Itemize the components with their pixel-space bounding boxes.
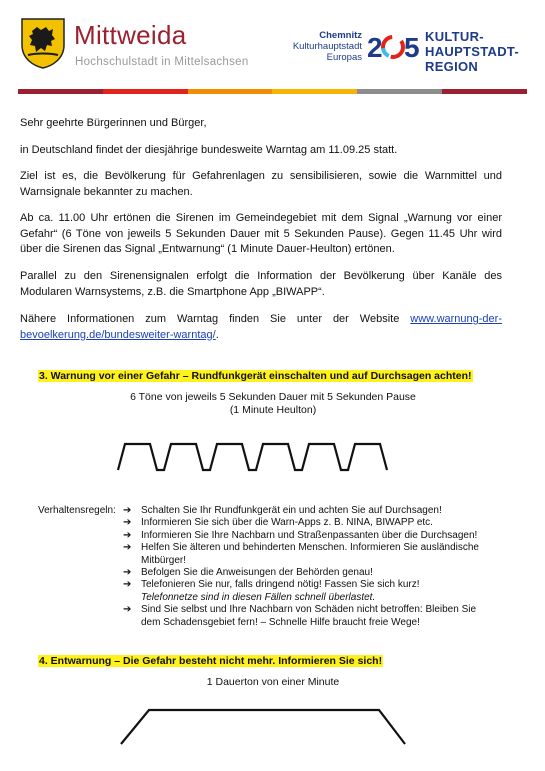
stripe-segment — [188, 89, 273, 94]
arrow-icon: ➔ — [123, 604, 132, 616]
salutation: Sehr geehrte Bürgerinnen und Bürger, — [20, 117, 207, 129]
paragraph-date: in Deutschland findet der diesjährige bundesweite Warntag am 11.09.25 statt. — [20, 144, 398, 156]
rules-label: Verhaltensregeln: — [38, 505, 116, 516]
arrow-icon: ➔ — [123, 542, 132, 554]
rule-text: Informieren Sie sich über die Warn-Apps z. B. NINA, BIWAPP etc. — [141, 517, 433, 529]
rule-text: Sind Sie selbst und Ihre Nachbarn von Schäden nicht betroffen: Bleiben Sie dem Schadensgebiet fern! – Schnelle Hilfe braucht freie Wege! — [141, 604, 477, 628]
coat-of-arms-icon — [20, 17, 66, 69]
more-info-end: . — [215, 328, 219, 341]
town-subtitle: Hochschulstadt in Mittelsachsen — [75, 56, 249, 68]
rule-text: Befolgen Sie die Anweisungen der Behörden genau! — [141, 567, 373, 579]
chemnitz-line: Kulturhauptstadt — [292, 41, 362, 52]
rule-text: Telefonieren Sie nur, falls dringend nötig! Fassen Sie sich kurz! — [141, 579, 420, 591]
chemnitz-line: Europas — [326, 52, 362, 63]
warntag-website-link[interactable]: www.warnung-der-bevoelkerung.de/bundesweiter-warntag/ — [20, 313, 502, 341]
arrow-icon: ➔ — [123, 529, 132, 541]
paragraph-sirens: Ab ca. 11.00 Uhr ertönen die Sirenen im Gemeindegebiet mit dem Signal „Warnung vor einer Gefahr“ (6 Töne von jeweils 5 Sekunden Dauer mit 5 Sekunden Pause). Gegen 11.45 Uhr wird über die Sirenen das Signal „Entwarnung“ (1 Minute Dauer-Heulton) ertönen. — [20, 212, 502, 255]
stripe-segment — [442, 89, 527, 94]
caption-line: (1 Minute Heulton) — [229, 404, 317, 416]
rule-item — [123, 517, 493, 529]
chemnitz-capital-label — [276, 30, 362, 63]
region-line: KULTUR- — [425, 29, 484, 44]
svg-text:5: 5 — [404, 32, 420, 63]
arrow-icon: ➔ — [123, 567, 132, 579]
signal-waveform — [118, 444, 387, 470]
section-3-caption — [38, 391, 508, 417]
all-clear-signal-diagram — [115, 700, 415, 750]
rule-note: Telefonnetze sind in diesen Fällen schnell überlastet. — [141, 591, 376, 603]
arrow-icon: ➔ — [123, 517, 132, 529]
rule-item — [123, 604, 493, 629]
arrow-icon: ➔ — [123, 505, 132, 516]
header-color-stripe — [18, 89, 527, 94]
chemnitz-line: Chemnitz — [319, 30, 362, 41]
rule-text: Informieren Sie Ihre Nachbarn und Straßenpassanten über die Durchsagen! — [141, 529, 478, 541]
rule-item — [123, 530, 493, 542]
rule-item — [123, 542, 493, 567]
rule-item — [123, 505, 493, 517]
section-3-heading-text: 3. Warnung vor einer Gefahr – Rundfunkgerät einschalten und auf Durchsagen achten! — [39, 370, 472, 382]
region-line: HAUPTSTADT- — [425, 44, 520, 59]
section-4-caption: 1 Dauerton von einer Minute — [206, 676, 340, 688]
section-3-heading — [38, 366, 473, 384]
culture-capital-2025-logo — [366, 28, 422, 64]
section-4-heading — [38, 651, 383, 669]
stripe-segment — [357, 89, 442, 94]
paragraph-warnsystem: Parallel zu den Sirenensignalen erfolgt die Information der Bevölkerung über Kanäle des Modularen Warnsystems, z.B. die Smartphone App „BIWAPP“. — [20, 270, 502, 298]
paragraph-more-info — [20, 312, 502, 343]
rule-item — [123, 567, 493, 579]
stripe-segment — [18, 89, 103, 94]
rule-text: Helfen Sie älteren und behinderten Menschen. Informieren Sie ausländische Mitbürger! — [141, 542, 479, 566]
warning-signal-wave-diagram — [112, 436, 432, 478]
paragraph-goal: Ziel ist es, die Bevölkerung für Gefahrenlagen zu sensibilisieren, sowie die Warnmittel und Warnsignale bekannter zu machen. — [20, 170, 502, 198]
stripe-segment — [103, 89, 188, 94]
caption-line: 6 Töne von jeweils 5 Sekunden Dauer mit 5 Sekunden Pause — [130, 391, 416, 403]
region-line: REGION — [425, 59, 479, 74]
culture-region-label — [425, 29, 519, 74]
rules-list — [123, 505, 493, 629]
rule-item — [123, 579, 493, 604]
more-info-text: Nähere Informationen zum Warntag finden Sie unter der Website — [20, 313, 411, 325]
arrow-icon: ➔ — [123, 579, 132, 591]
town-name: Mittweida — [74, 20, 187, 50]
steady-tone-line — [121, 710, 405, 744]
svg-text:2: 2 — [367, 32, 383, 63]
rule-text: Schalten Sie Ihr Rundfunkgerät ein und achten Sie auf Durchsagen! — [141, 505, 442, 516]
stripe-segment — [272, 89, 357, 94]
section-4-heading-text: 4. Entwarnung – Die Gefahr besteht nicht mehr. Informieren Sie sich! — [39, 655, 383, 667]
